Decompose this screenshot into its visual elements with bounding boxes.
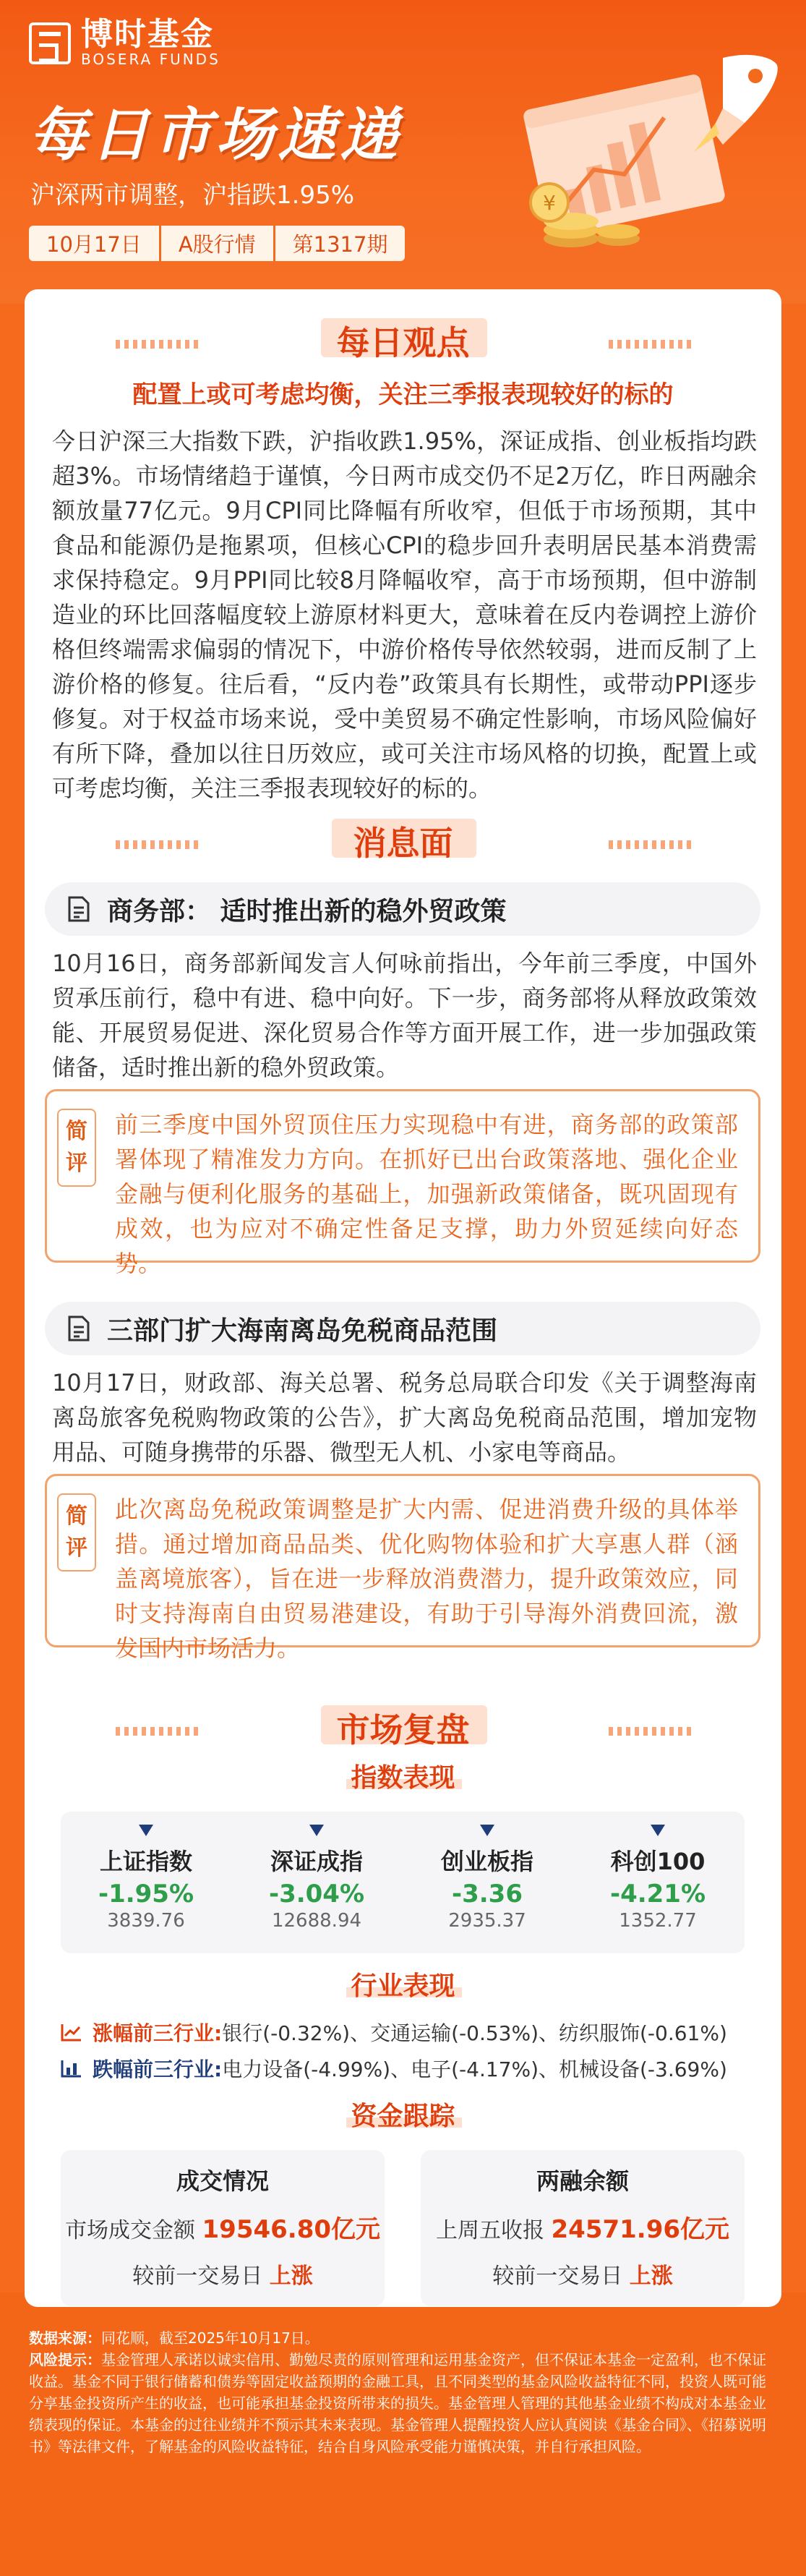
industry-bottom-row — [61, 2054, 747, 2083]
header-tags — [29, 226, 405, 261]
index-panel — [61, 1812, 745, 1953]
turnover-compare — [61, 2258, 385, 2290]
down-triangle-icon — [651, 1825, 665, 1836]
disclaimer — [29, 2327, 777, 2457]
industry-top-value: 银行(-0.32%)、交通运输(-0.53%)、纺织服饰(-0.61%) — [222, 2021, 727, 2045]
news-body: 10月16日，商务部新闻发言人何咏前指出，今年前三季度，中国外贸承压前行，稳中有进、稳中向好。下一步，商务部将从释放政策效能、开展贸易促进、深化贸易合作等方面开展工作，进一步加强政策储备，适时推出新的稳外贸政策。 — [52, 950, 757, 1081]
margin-title: 两融余额 — [536, 2167, 629, 2195]
brand-logo — [29, 16, 220, 68]
index-value: 1352.77 — [619, 1910, 697, 1932]
turnover-value: 19546.80亿元 — [202, 2215, 381, 2244]
risk-text: 基金管理人承诺以诚实信用、勤勉尽责的原则管理和运用基金资产，但不保证本基金一定盈利，也不保证收益。基金不同于银行储蓄和债券等固定收益预期的金融工具，且不同类型的基金风险收益特征不同，投资人既可能分享基金投资所产生的收益，也可能承担基金投资所带来的损失。基金管理人管理的其他基金业绩不构成对本基金业绩表现的保证。本基金的过往业绩并不预示其未来表现。基金管理人提醒投资人应认真阅读《基金合同》、《招募说明书》等法律文件，了解基金的风险收益特征，结合自身风险承受能力谨慎决策，并自行承担风险。 — [29, 2351, 766, 2455]
view-body: 今日沪深三大指数下跌，沪指收跌1.95%，深证成指、创业板指均跌超3%。市场情绪趋于谨慎，今日两市成交仍不足2万亿，昨日两融余额放量77亿元。9月CPI同比降幅有所收窄，但低于市场预期，其中食品和能源仍是拖累项，但核心CPI的稳步回升表明居民基本消费需求保持稳定。9月PPI同比较8月降幅收窄，高于市场预期，但中游制造业的环比回落幅度较上游原材料更大，意味着在反内卷调控上游价格但终端需求偏弱的情况下，中游价格传导依然较弱，进而反制了上游价格的修复。往后看，“反内卷”政策具有长期性，或带动PPI逐步修复。对于权益市场来说，受中美贸易不确定性影响，市场风险偏好有所下降，叠加以往日历效应，或可关注市场风格的切换，配置上或可考虑均衡，关注三季报表现较好的标的。 — [52, 427, 757, 802]
comment-label: 简评 — [57, 1493, 96, 1571]
category-tag: A股行情 — [161, 226, 275, 261]
source-label: 数据来源： — [29, 2329, 101, 2347]
turnover-compare-label: 较前一交易日 — [132, 2264, 270, 2289]
content-card — [25, 289, 781, 2307]
margin-value: 24571.96亿元 — [551, 2215, 730, 2244]
industry-bottom-value: 电力设备(-4.99%)、电子(-4.17%)、机械设备(-3.69%) — [222, 2057, 727, 2081]
trend-up-icon — [61, 2023, 82, 2042]
section-title-view: 每日观点 — [336, 323, 470, 362]
page-title: 每日市场速递 — [29, 101, 402, 169]
comment-box — [45, 1474, 760, 1662]
rocket-chart-illustration — [506, 43, 788, 268]
comment-box — [45, 1089, 760, 1277]
margin-box — [421, 2150, 745, 2306]
index-name: 创业板指 — [440, 1848, 533, 1875]
industry-top-row — [61, 2018, 747, 2047]
comment-text: 此次离岛免税政策调整是扩大内需、促进消费升级的具体举措。通过增加商品品类、优化购物体验和扩大享惠人群（涵盖离境旅客），旨在进一步释放消费潜力，提升政策效应，同时支持海南自由贸易港建设，有助于引导海外消费回流，激发国内市场活力。 — [115, 1496, 738, 1662]
news-item-header — [45, 882, 760, 936]
news-item-header — [45, 1302, 760, 1355]
down-triangle-icon — [309, 1825, 324, 1836]
risk-warning — [29, 2349, 777, 2457]
index-card — [61, 1812, 231, 1953]
index-name: 科创100 — [610, 1848, 706, 1875]
document-icon — [64, 895, 93, 924]
index-name: 上证指数 — [99, 1848, 192, 1875]
industry-bottom-label: 跌幅前三行业: — [93, 2057, 223, 2081]
divider — [609, 840, 695, 849]
news-title: 商务部： 适时推出新的稳外贸政策 — [107, 896, 507, 926]
data-source — [29, 2327, 777, 2349]
news-body: 10月17日，财政部、海关总署、税务总局联合印发《关于调整海南离岛旅客免税购物政策的公告》，扩大离岛免税商品范围，增加宠物用品、可随身携带的乐器、微型无人机、小家电等商品。 — [52, 1369, 757, 1466]
comment-text: 前三季度中国外贸顶住压力实现稳中有进，商务部的政策部署体现了精准发力方向。在抓好已出台政策落地、强化企业金融与便利化服务的基础上，加强新政策储备，既巩固现有成效，也为应对不确定性备足支撑，助力外贸延续向好态势。 — [115, 1111, 738, 1277]
index-card — [231, 1812, 402, 1953]
margin-line — [421, 2209, 745, 2245]
subsection-title-fund: 资金跟踪 — [351, 2102, 455, 2131]
subsection-title-index: 指数表现 — [351, 1763, 455, 1793]
margin-compare-label: 较前一交易日 — [492, 2264, 630, 2289]
down-triangle-icon — [139, 1825, 153, 1836]
risk-label: 风险提示： — [29, 2351, 101, 2368]
index-change: -4.21% — [609, 1880, 706, 1908]
view-headline: 配置上或可考虑均衡，关注三季报表现较好的标的 — [132, 380, 674, 409]
page-subtitle: 沪深两市调整，沪指跌1.95% — [30, 181, 355, 210]
section-title-news: 消息面 — [353, 824, 453, 863]
source-text: 同花顺，截至2025年10月17日。 — [101, 2329, 320, 2347]
turnover-box — [61, 2150, 385, 2306]
issue-tag: 第1317期 — [292, 232, 388, 257]
index-card — [402, 1812, 573, 1953]
section-title-market: 市场复盘 — [336, 1710, 470, 1749]
subsection-title-industry: 行业表现 — [351, 1971, 455, 2001]
turnover-compare-value: 上涨 — [269, 2264, 313, 2289]
turnover-title: 成交情况 — [176, 2167, 269, 2195]
brand-name-en: BOSERA FUNDS — [81, 51, 220, 68]
margin-label: 上周五收报 — [435, 2218, 552, 2243]
turnover-label: 市场成交金额 — [64, 2218, 202, 2243]
index-name: 深证成指 — [270, 1848, 363, 1875]
down-triangle-icon — [480, 1825, 494, 1836]
margin-compare-value: 上涨 — [629, 2264, 673, 2289]
comment-label: 简评 — [57, 1109, 96, 1187]
index-card — [573, 1812, 743, 1953]
industry-top-label: 涨幅前三行业: — [93, 2021, 223, 2045]
index-value: 3839.76 — [107, 1910, 185, 1932]
divider — [609, 340, 695, 349]
news-title: 三部门扩大海南离岛免税商品范围 — [107, 1315, 498, 1346]
index-change: -3.04% — [268, 1880, 365, 1908]
brand-logo-icon — [29, 22, 71, 64]
brand-name-cn: 博时基金 — [81, 16, 214, 53]
index-change: -1.95% — [98, 1880, 194, 1908]
margin-compare — [421, 2258, 745, 2290]
date-tag: 10月17日 — [29, 226, 161, 261]
index-value: 12688.94 — [271, 1910, 362, 1932]
divider — [609, 1727, 695, 1736]
bar-chart-icon — [61, 2059, 82, 2078]
turnover-line — [61, 2209, 385, 2245]
rocket-icon — [694, 55, 778, 152]
svg-text:¥: ¥ — [543, 191, 556, 215]
document-icon — [64, 1314, 93, 1343]
index-value: 2935.37 — [448, 1910, 526, 1932]
index-change: -3.36 — [452, 1880, 523, 1908]
